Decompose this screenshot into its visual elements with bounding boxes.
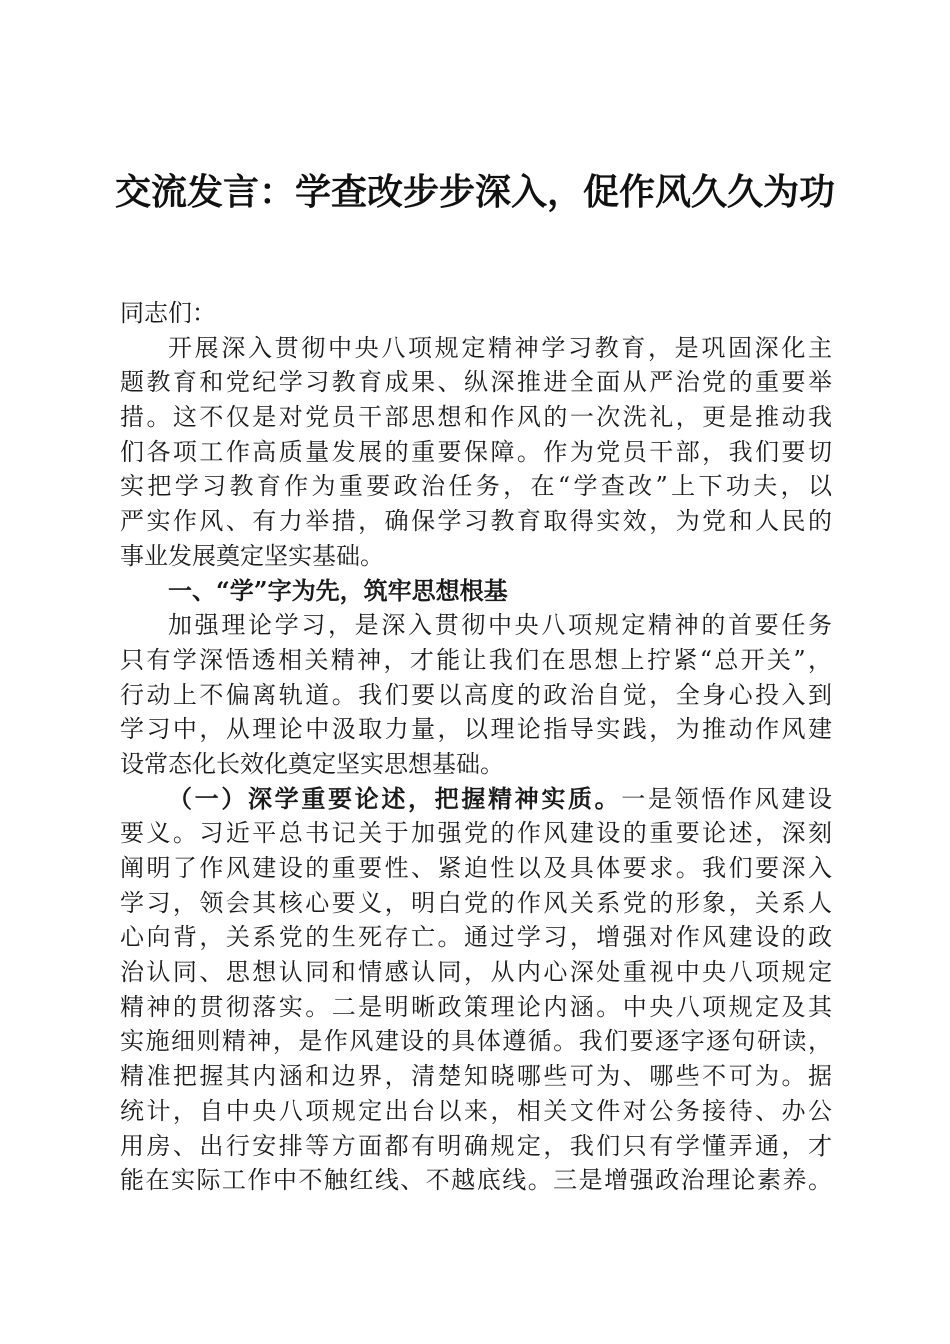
text-line: 只有学深悟透相关精神，才能让我们在思想上拧紧“总开关”， — [120, 645, 832, 674]
text-line: 治认同、思想认同和情感认同，从内心深处重视中央八项规定 — [120, 958, 832, 987]
text-line: 加强理论学习，是深入贯彻中央八项规定精神的首要任务 — [168, 611, 832, 640]
text-line: 实把学习教育作为重要政治任务，在“学查改”上下功夫，以 — [120, 472, 832, 501]
text-line: 们各项工作高质量发展的重要保障。作为党员干部，我们要切 — [120, 437, 832, 466]
text-line: 学习中，从理论中汲取力量，以理论指导实践，为推动作风建 — [120, 715, 832, 744]
text-line: 措。这不仅是对党员干部思想和作风的一次洗礼，更是推动我 — [120, 403, 832, 432]
text-line: 开展深入贯彻中央八项规定精神学习教育，是巩固深化主 — [168, 333, 832, 362]
text-line: 行动上不偏离轨道。我们要以高度的政治自觉，全身心投入到 — [120, 680, 832, 709]
text-line: 严实作风、有力举措，确保学习教育取得实效，为党和人民的 — [120, 507, 832, 536]
text-line — [120, 782, 832, 817]
text-line: 能在实际工作中不触红线、不越底线。三是增强政治理论素养。 — [120, 1166, 832, 1195]
text-line: 设常态化长效化奠定坚实思想基础。 — [120, 749, 504, 778]
text-line: 要义。习近平总书记关于加强党的作风建设的重要论述，深刻 — [120, 819, 832, 848]
subsection-1-paragraph — [120, 782, 832, 1198]
section-heading: 一、“学”字为先，筑牢思想根基 — [168, 575, 508, 605]
text-line: 事业发展奠定坚实基础。 — [120, 541, 384, 570]
text-line: 实施细则精神，是作风建设的具体遵循。我们要逐字逐句研读， — [120, 1027, 832, 1056]
text-line: 用房、出行安排等方面都有明确规定，我们只有学懂弄通，才 — [120, 1131, 832, 1160]
section-1-paragraph — [120, 608, 832, 781]
document-title: 交流发言：学查改步步深入，促作风久久为功 — [114, 171, 835, 213]
text-line: 精神的贯彻落实。二是明晰政策理论内涵。中央八项规定及其 — [120, 992, 832, 1021]
intro-paragraph — [120, 331, 832, 574]
text-line: 心向背，关系党的生死存亡。通过学习，增强对作风建设的政 — [120, 923, 832, 952]
text-line: 学习，领会其核心要义，明白党的作风关系党的形象，关系人 — [120, 888, 832, 917]
subsection-heading: （一）深学重要论述，把握精神实质。 — [168, 783, 622, 813]
text-run: 一是领悟作风建设 — [621, 784, 833, 813]
text-line: 精准把握其内涵和边界，清楚知晓哪些可为、哪些不可为。据 — [120, 1062, 832, 1091]
document-body — [120, 296, 832, 1198]
salutation: 同志们： — [120, 299, 216, 327]
text-line: 统计，自中央八项规定出台以来，相关文件对公务接待、办公 — [120, 1096, 832, 1125]
text-line: 题教育和党纪学习教育成果、纵深推进全面从严治党的重要举 — [120, 368, 832, 397]
text-line: 阐明了作风建设的重要性、紧迫性以及具体要求。我们要深入 — [120, 854, 832, 882]
